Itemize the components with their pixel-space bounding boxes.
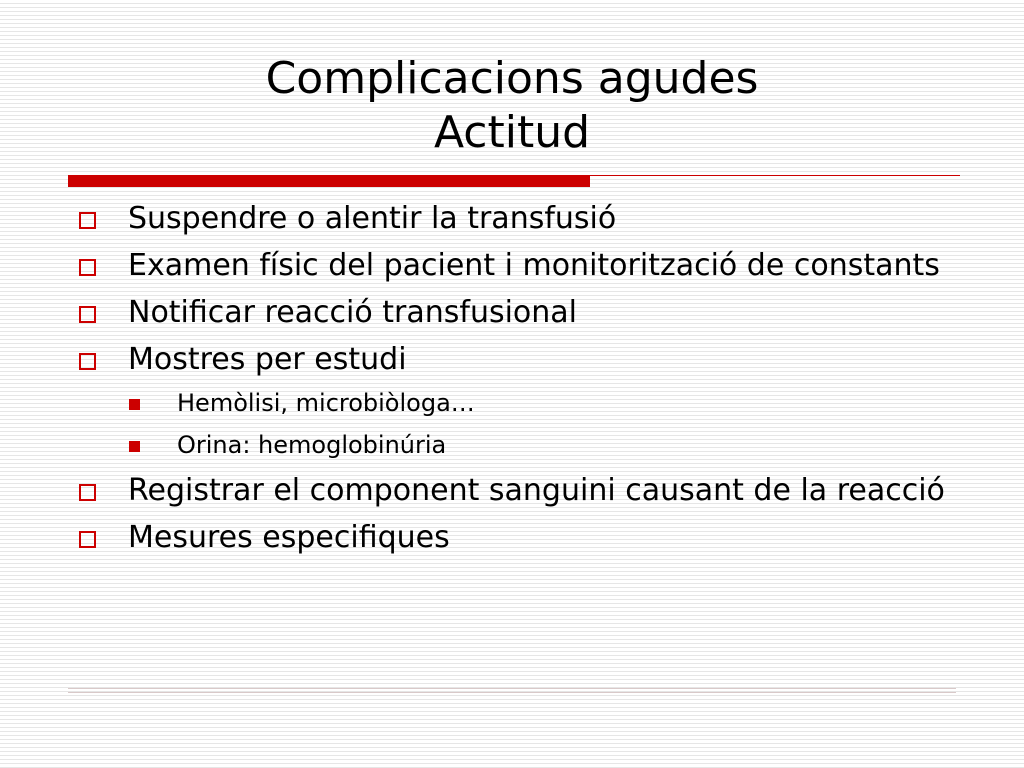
filled-square-icon <box>129 399 140 410</box>
bullet-text: Registrar el component sanguini causant de la reacció <box>128 473 945 508</box>
bullet-item <box>0 247 1024 285</box>
bullet-item <box>0 341 1024 379</box>
hollow-square-icon <box>79 531 96 548</box>
bullet-text: Mostres per estudi <box>128 342 407 377</box>
bullet-item <box>0 200 1024 238</box>
bullet-item <box>0 472 1024 510</box>
hollow-square-icon <box>79 484 96 501</box>
bullet-text: Suspendre o alentir la transfusió <box>128 201 617 236</box>
hollow-square-icon <box>79 306 96 323</box>
slide-title <box>0 52 1024 160</box>
footer-divider-line <box>68 688 956 693</box>
hollow-square-icon <box>79 212 96 229</box>
slide-title-line-1: Complicacions agudes <box>265 53 759 104</box>
bullet-list <box>0 200 1024 566</box>
sub-bullet-text: Hemòlisi, microbiòloga… <box>177 389 475 417</box>
bullet-item <box>0 294 1024 332</box>
bullet-text: Examen físic del pacient i monitorització de constants <box>128 248 940 283</box>
bullet-text: Notificar reacció transfusional <box>128 295 578 330</box>
bullet-item <box>0 519 1024 557</box>
sub-bullet-text: Orina: hemoglobinúria <box>177 431 447 459</box>
hollow-square-icon <box>79 353 96 370</box>
title-divider-accent-bar <box>68 175 590 187</box>
hollow-square-icon <box>79 259 96 276</box>
bullet-text: Mesures especifiques <box>128 520 450 555</box>
sub-bullet-item <box>0 428 1024 462</box>
filled-square-icon <box>129 441 140 452</box>
slide-title-line-2: Actitud <box>433 107 591 158</box>
sub-bullet-item <box>0 386 1024 420</box>
